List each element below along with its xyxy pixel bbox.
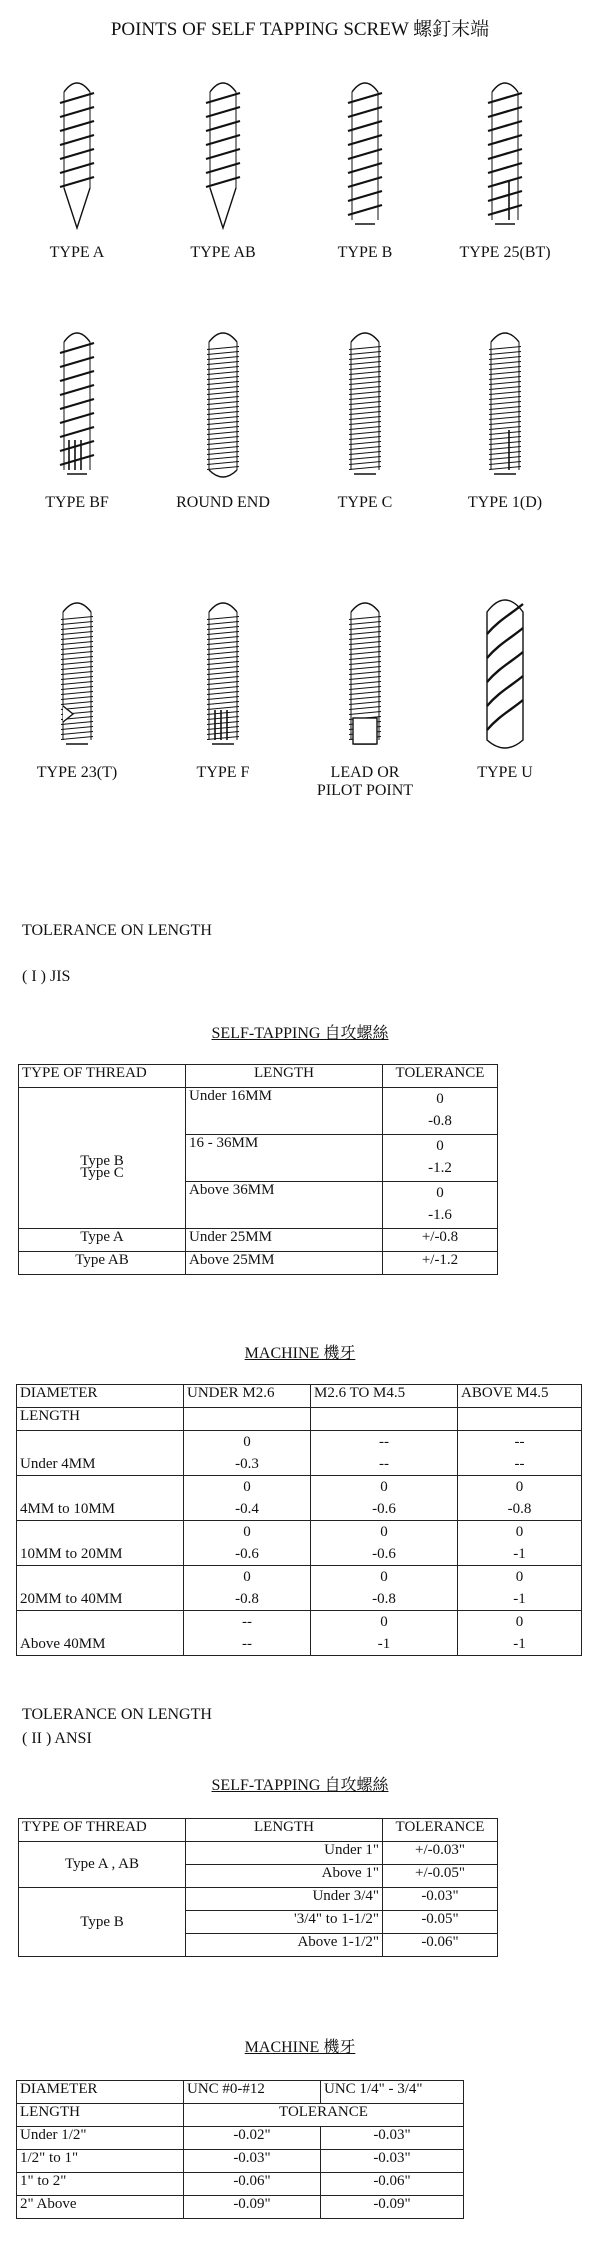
table-cell: 1" to 2": [17, 2173, 184, 2196]
screw-type-11: [300, 590, 430, 800]
table-cell: -- --: [458, 1431, 582, 1476]
screw-type-label: TYPE C: [337, 494, 393, 511]
ansi-heading: TOLERANCE ON LENGTH: [22, 1706, 212, 1723]
table-row: [19, 1229, 498, 1252]
table-header-cell: LENGTH: [186, 1065, 383, 1088]
table-header-cell: UNDER M2.6: [184, 1385, 311, 1408]
table-row: [19, 1842, 498, 1865]
table-cell: 0 -0.4: [184, 1476, 311, 1521]
table-cell: Type B Type C: [19, 1088, 186, 1229]
table-cell: -0.09": [321, 2196, 464, 2219]
table-cell: Type A: [19, 1229, 186, 1252]
page-title: POINTS OF SELF TAPPING SCREW 螺釘末端: [110, 19, 490, 40]
table-cell: [311, 1408, 458, 1431]
screw-point-illustration: [42, 320, 112, 490]
table-cell: 0 -0.8: [383, 1088, 498, 1135]
table-cell: -0.09": [184, 2196, 321, 2219]
screw-type-7: [300, 320, 430, 512]
table-header-cell: UNC 1/4" - 3/4": [321, 2081, 464, 2104]
table-cell: 0 -0.8: [311, 1566, 458, 1611]
table-header-cell: TYPE OF THREAD: [19, 1065, 186, 1088]
table-cell: 4MM to 10MM: [17, 1476, 184, 1521]
table-cell: -0.05": [383, 1911, 498, 1934]
table-row: [17, 1611, 582, 1656]
table-cell: -0.02": [184, 2127, 321, 2150]
table-header-cell: DIAMETER: [17, 2081, 184, 2104]
table-cell: Above 1": [186, 1865, 383, 1888]
jis-subheading: ( I ) JIS: [22, 968, 71, 985]
table-cell: 1/2" to 1": [17, 2150, 184, 2173]
table-cell: Type A , AB: [19, 1842, 186, 1888]
table-cell: 0 -0.6: [311, 1521, 458, 1566]
table-cell: +/-0.03": [383, 1842, 498, 1865]
table-header-cell: TOLERANCE: [383, 1819, 498, 1842]
table-cell: -0.06": [383, 1934, 498, 1957]
table-cell: -0.06": [184, 2173, 321, 2196]
screw-type-label: TYPE B: [337, 244, 393, 261]
table-cell: [184, 1408, 311, 1431]
table-cell: LENGTH: [17, 1408, 184, 1431]
screw-point-illustration: [330, 320, 400, 490]
table-cell: Type B: [19, 1888, 186, 1957]
table-row: [17, 2104, 464, 2127]
table-row: [17, 2173, 464, 2196]
screw-type-2: [158, 70, 288, 262]
table-row: [19, 1888, 498, 1911]
screw-type-label: TYPE 23(T): [36, 764, 118, 781]
screw-type-label: TYPE 25(BT): [459, 244, 551, 261]
table-cell: 16 - 36MM: [186, 1135, 383, 1182]
table-header-row: [17, 1385, 582, 1408]
table-cell: +/-1.2: [383, 1252, 498, 1275]
table-row: [19, 1252, 498, 1275]
table-cell: Above 36MM: [186, 1182, 383, 1229]
table-cell: Above 1-1/2": [186, 1934, 383, 1957]
screw-type-3: [300, 70, 430, 262]
screw-type-label: TYPE U: [477, 764, 533, 781]
table-cell: 0 -1: [458, 1521, 582, 1566]
screw-type-6: [158, 320, 288, 512]
table-cell: [458, 1408, 582, 1431]
screw-type-9: [12, 590, 142, 782]
screw-type-label: LEAD OR: [330, 764, 400, 781]
ansi-machine-caption: MACHINE 機牙: [244, 2039, 356, 2056]
table-cell: -- --: [184, 1611, 311, 1656]
table-cell: -0.03": [321, 2127, 464, 2150]
table-cell: 20MM to 40MM: [17, 1566, 184, 1611]
table-cell: '3/4" to 1-1/2": [186, 1911, 383, 1934]
table-row: [17, 1476, 582, 1521]
screw-type-label: TYPE A: [49, 244, 105, 261]
table-row: [17, 1431, 582, 1476]
screw-point-illustration: [330, 590, 400, 760]
table-cell: Under 25MM: [186, 1229, 383, 1252]
table-cell: 2" Above: [17, 2196, 184, 2219]
screw-type-label: TYPE BF: [45, 494, 109, 511]
table-row: [19, 1088, 498, 1135]
table-cell: 0 -1: [458, 1611, 582, 1656]
ansi-self-tapping-table: [18, 1818, 498, 1957]
table-cell: TOLERANCE: [184, 2104, 464, 2127]
screw-point-illustration: [188, 590, 258, 760]
ansi-self-tapping-caption: SELF-TAPPING 自攻螺絲: [211, 1777, 389, 1794]
table-cell: -0.06": [321, 2173, 464, 2196]
screw-type-label: ROUND END: [176, 494, 270, 511]
table-header-cell: UNC #0-#12: [184, 2081, 321, 2104]
table-cell: Under 1/2": [17, 2127, 184, 2150]
screw-point-illustration: [42, 590, 112, 760]
screw-point-illustration: [470, 320, 540, 490]
screw-point-illustration: [330, 70, 400, 240]
screw-type-label: TYPE F: [196, 764, 250, 781]
table-cell: 0 -0.8: [184, 1566, 311, 1611]
table-row: [17, 1521, 582, 1566]
table-cell: Under 3/4": [186, 1888, 383, 1911]
table-cell: Under 16MM: [186, 1088, 383, 1135]
table-cell: 0 -0.3: [184, 1431, 311, 1476]
table-header-row: [19, 1819, 498, 1842]
ansi-subheading: ( II ) ANSI: [22, 1730, 92, 1747]
table-cell: 0 -0.6: [311, 1476, 458, 1521]
table-cell: LENGTH: [17, 2104, 184, 2127]
screw-type-1: [12, 70, 142, 262]
table-row: [17, 2196, 464, 2219]
table-cell: 0 -0.6: [184, 1521, 311, 1566]
table-cell: +/-0.05": [383, 1865, 498, 1888]
screw-type-label-line2: PILOT POINT: [316, 782, 414, 799]
table-cell: Above 25MM: [186, 1252, 383, 1275]
table-cell: 0 -0.8: [458, 1476, 582, 1521]
screw-point-illustration: [42, 70, 112, 240]
screw-type-10: [158, 590, 288, 782]
table-cell: 0 -1.6: [383, 1182, 498, 1229]
table-cell: -0.03": [321, 2150, 464, 2173]
screw-type-label: TYPE 1(D): [467, 494, 543, 511]
table-row: [17, 1566, 582, 1611]
ansi-machine-table: [16, 2080, 464, 2219]
table-cell: Type AB: [19, 1252, 186, 1275]
table-cell: -0.03": [184, 2150, 321, 2173]
table-cell: Under 4MM: [17, 1431, 184, 1476]
table-cell: 0 -1.2: [383, 1135, 498, 1182]
table-header-cell: TYPE OF THREAD: [19, 1819, 186, 1842]
table-header-row: [19, 1065, 498, 1088]
table-header-cell: LENGTH: [186, 1819, 383, 1842]
table-cell: +/-0.8: [383, 1229, 498, 1252]
table-header-cell: M2.6 TO M4.5: [311, 1385, 458, 1408]
screw-type-12: [440, 590, 570, 782]
table-header-cell: DIAMETER: [17, 1385, 184, 1408]
screw-type-8: [440, 320, 570, 512]
table-header-cell: TOLERANCE: [383, 1065, 498, 1088]
screw-point-illustration: [188, 70, 258, 240]
table-cell: 0 -1: [311, 1611, 458, 1656]
table-cell: -0.03": [383, 1888, 498, 1911]
jis-self-tapping-caption: SELF-TAPPING 自攻螺絲: [211, 1025, 389, 1042]
screw-type-4: [440, 70, 570, 262]
table-cell: 10MM to 20MM: [17, 1521, 184, 1566]
table-row: [17, 2150, 464, 2173]
table-cell: Above 40MM: [17, 1611, 184, 1656]
jis-heading: TOLERANCE ON LENGTH: [22, 922, 212, 939]
jis-machine-caption: MACHINE 機牙: [244, 1345, 356, 1362]
table-cell: Under 1": [186, 1842, 383, 1865]
jis-self-tapping-table: [18, 1064, 498, 1275]
screw-type-5: [12, 320, 142, 512]
table-row: [17, 1408, 582, 1431]
table-header-row: [17, 2081, 464, 2104]
table-row: [17, 2127, 464, 2150]
table-header-cell: ABOVE M4.5: [458, 1385, 582, 1408]
table-cell: 0 -1: [458, 1566, 582, 1611]
jis-machine-table: [16, 1384, 582, 1656]
screw-type-label: TYPE AB: [190, 244, 256, 261]
table-cell: -- --: [311, 1431, 458, 1476]
screw-point-illustration: [470, 590, 540, 760]
screw-point-illustration: [470, 70, 540, 240]
screw-point-illustration: [188, 320, 258, 490]
